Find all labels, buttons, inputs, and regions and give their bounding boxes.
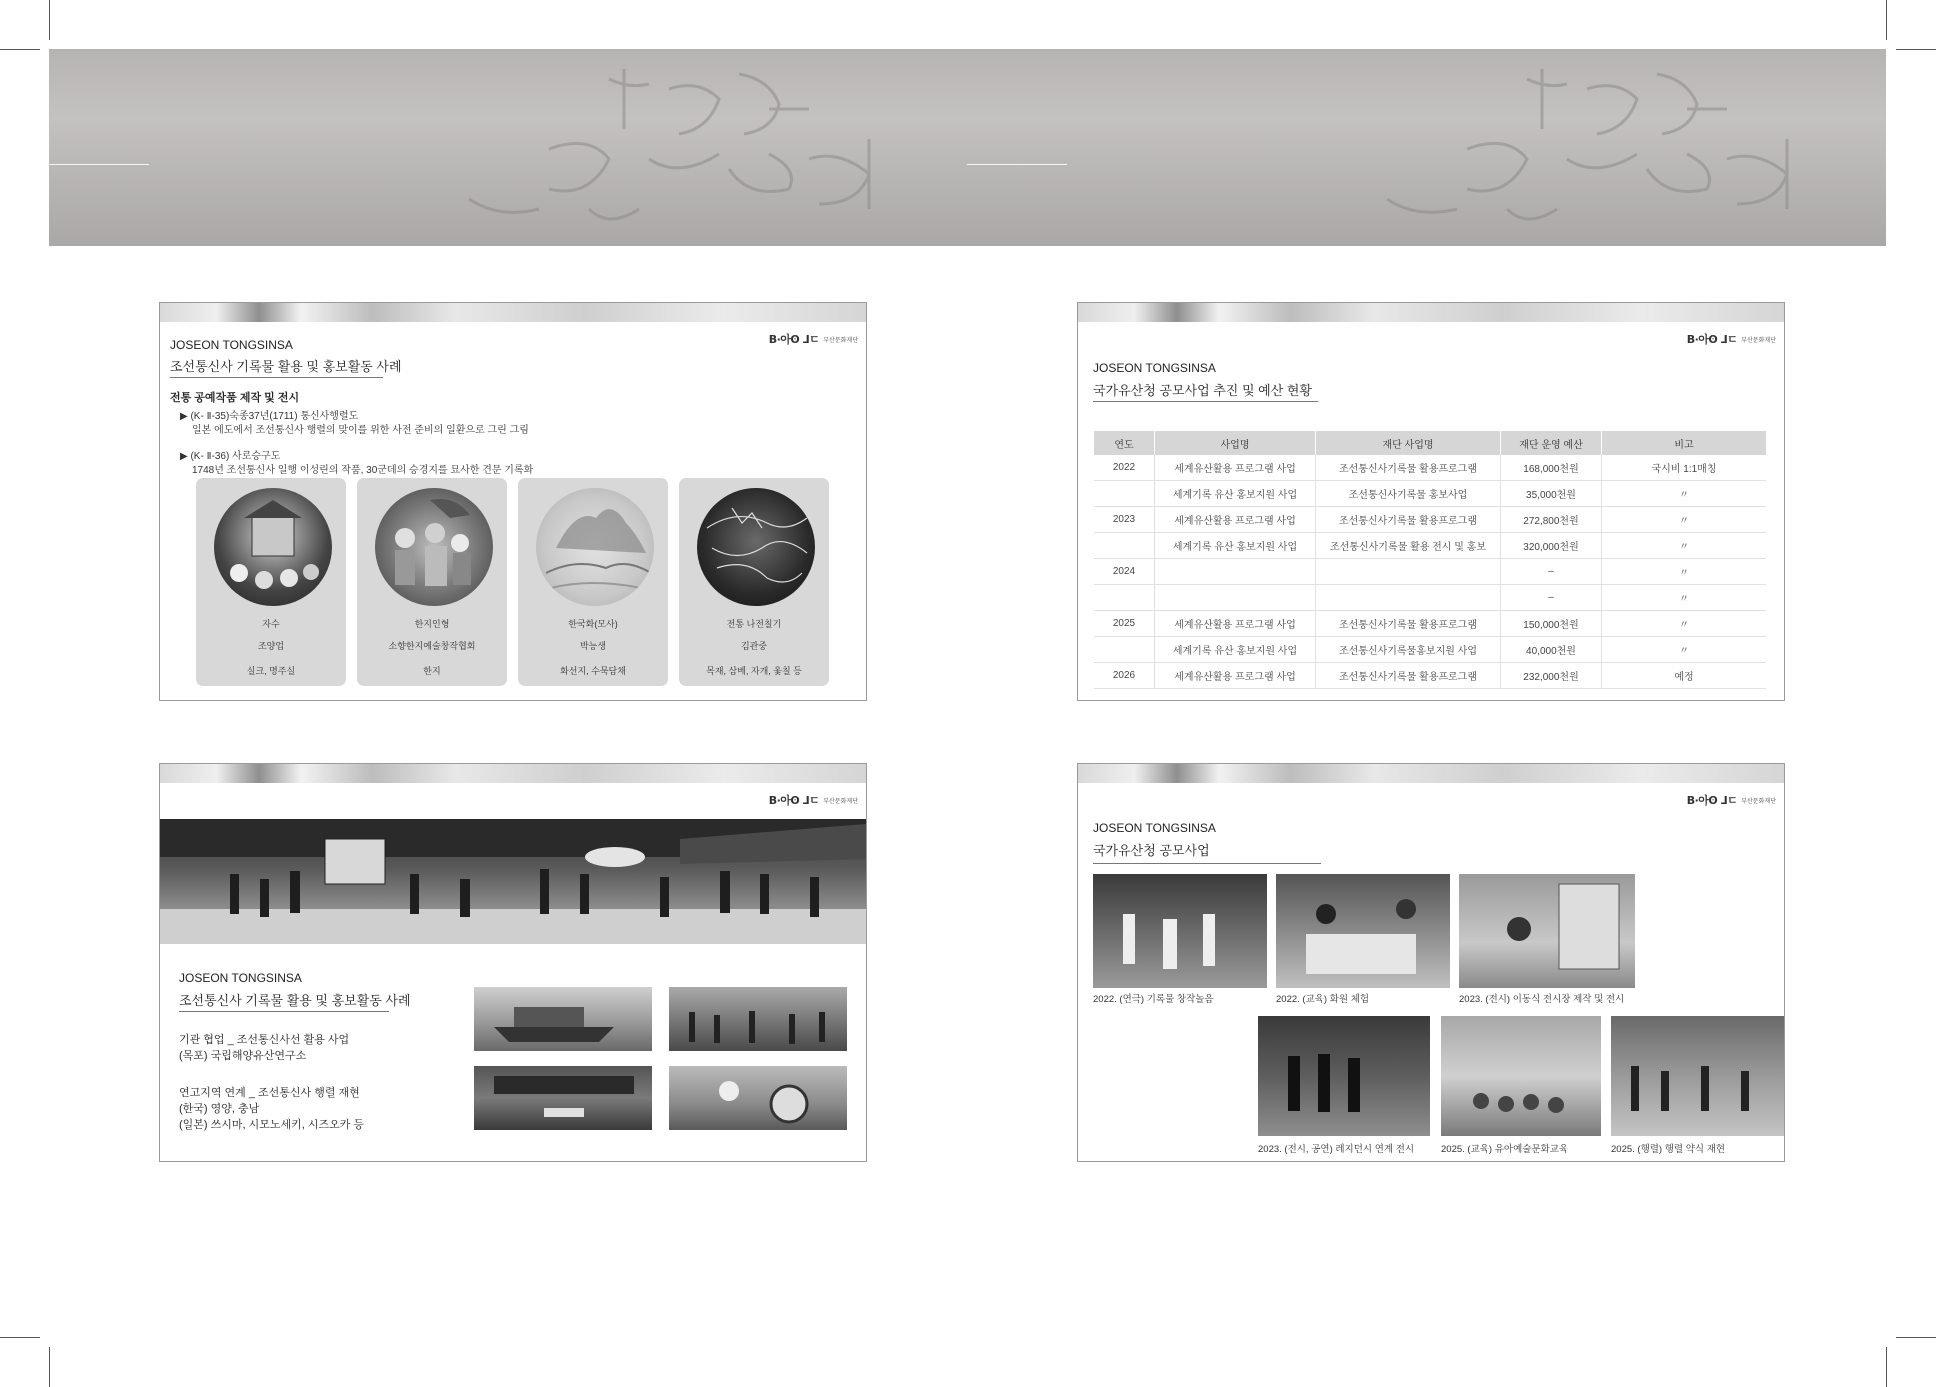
slide-top-band [1078, 303, 1784, 322]
table-cell: 2022 [1094, 455, 1155, 481]
table-cell: 320,000천원 [1501, 533, 1602, 559]
street-procession-photo [1611, 1016, 1784, 1136]
table-cell: 〃 [1602, 559, 1767, 585]
embroidery-image [214, 488, 332, 606]
craft-card [679, 478, 829, 686]
column-header: 재단 사업명 [1316, 431, 1501, 455]
mobile-exhibition-photo [1459, 874, 1635, 988]
crop-mark [0, 1337, 40, 1338]
table-cell [1155, 585, 1316, 611]
craft-card [357, 478, 507, 686]
table-cell: 예정 [1602, 663, 1767, 689]
slide-projects [1077, 763, 1785, 1162]
block-title: 연고지역 연계 _ 조선통신사 행렬 재현 [179, 1087, 360, 1099]
title-en: JOSEON TONGSINSA [1093, 821, 1216, 835]
card-material: 실크, 명주실 [246, 666, 296, 676]
column-header: 연도 [1094, 431, 1155, 455]
card-artist: 조양업 [257, 641, 285, 651]
table-row [1094, 559, 1766, 585]
theater-play-photo [1093, 874, 1267, 988]
card-material: 목재, 삼베, 자개, 옻칠 등 [706, 666, 802, 676]
column-header: 사업명 [1155, 431, 1316, 455]
slide-budget [1077, 302, 1785, 701]
table-cell: – [1501, 585, 1602, 611]
craft-card [518, 478, 668, 686]
table-cell: 2025 [1094, 611, 1155, 637]
craft-card [196, 478, 346, 686]
section-heading: 전통 공예작품 제작 및 전시 [170, 392, 300, 404]
photo-caption: 2023. (전시, 공연) 레지던시 연계 전시 [1258, 1144, 1415, 1155]
header-banner-right [967, 49, 1886, 246]
photo-caption: 2025. (행렬) 행렬 약식 재현 [1611, 1144, 1726, 1155]
festival-crowd-photo [474, 1066, 652, 1130]
table-cell: 〃 [1602, 507, 1767, 533]
logo-mark-icon: B·아ʘ ⅃ㄷ [1686, 333, 1738, 346]
logo-mark-icon: B·아ʘ ⅃ㄷ [768, 333, 820, 346]
table-cell: 150,000천원 [1501, 611, 1602, 637]
crop-mark [1896, 49, 1936, 50]
item-title: ▶ (K- Ⅱ-36) 사로승구도 [180, 451, 281, 462]
crop-mark [49, 1347, 50, 1387]
table-row [1094, 455, 1766, 481]
table-cell: 조선통신사기록물 활용 전시 및 홍보 [1316, 533, 1501, 559]
logo-text: 부산문화재단 [823, 798, 858, 805]
table-cell: 세계기록 유산 홍보지원 사업 [1155, 637, 1316, 663]
title-rule [170, 377, 383, 378]
card-title: 전통 나전칠기 [726, 619, 782, 629]
photo-caption: 2022. (연극) 기록물 창작놀음 [1093, 994, 1214, 1005]
table-cell: 〃 [1602, 611, 1767, 637]
table-cell: 조선통신사기록물 홍보사업 [1316, 481, 1501, 507]
title-ko: 조선통신사 기록물 활용 및 홍보활동 사례 [170, 359, 402, 374]
table-cell: 2023 [1094, 507, 1155, 533]
table-cell: 세계유산활용 프로그램 사업 [1155, 663, 1316, 689]
table-cell: 〃 [1602, 585, 1767, 611]
card-artist: 소향한지예술창작협회 [388, 641, 476, 651]
photo-caption: 2025. (교육) 유아예술문화교육 [1441, 1144, 1569, 1155]
table-cell: 조선통신사기록물 활용프로그램 [1316, 507, 1501, 533]
block-title: 기관 협업 _ 조선통신사선 활용 사업 [179, 1034, 350, 1046]
table-cell: 232,000천원 [1501, 663, 1602, 689]
table-cell: 〃 [1602, 533, 1767, 559]
table-row [1094, 481, 1766, 507]
crop-mark [0, 49, 40, 50]
table-cell [1316, 559, 1501, 585]
slide-top-band [160, 764, 866, 783]
table-cell [1094, 585, 1155, 611]
lacquerware-image [697, 488, 815, 606]
table-cell: 2026 [1094, 663, 1155, 689]
slide-promotion [159, 763, 867, 1162]
card-material: 한지 [423, 666, 441, 676]
item-desc: 1748년 조선통신사 일행 이성린의 작품, 30군데의 승경지를 묘사한 견문 기록화 [192, 465, 534, 476]
budget-table [1094, 431, 1766, 689]
card-title: 자수 [262, 619, 280, 629]
table-cell: 세계유산활용 프로그램 사업 [1155, 611, 1316, 637]
table-cell: 조선통신사기록물홍보지원 사업 [1316, 637, 1501, 663]
table-row [1094, 663, 1766, 689]
table-cell: 조선통신사기록물 활용프로그램 [1316, 611, 1501, 637]
crop-mark [1886, 1347, 1887, 1387]
table-cell [1094, 533, 1155, 559]
logo-mark-icon: B·아ʘ ⅃ㄷ [1686, 794, 1738, 807]
slide-top-band [1078, 764, 1784, 783]
residency-exhibition-photo [1258, 1016, 1430, 1136]
table-cell [1155, 559, 1316, 585]
table-row [1094, 585, 1766, 611]
title-rule [1093, 863, 1321, 864]
education-workshop-photo [1276, 874, 1450, 988]
foundation-logo [769, 331, 858, 347]
table-cell: 168,000천원 [1501, 455, 1602, 481]
photo-caption: 2022. (교육) 화원 체험 [1276, 994, 1370, 1005]
column-header: 비고 [1602, 431, 1767, 455]
item-title: ▶ (K- Ⅱ-35)숙종37년(1711) 통신사행렬도 [180, 411, 359, 422]
block-line: (일본) 쓰시마, 시모노세키, 시즈오카 등 [179, 1119, 365, 1131]
foundation-logo [769, 792, 858, 808]
table-cell [1094, 481, 1155, 507]
photo-caption: 2023. (전시) 이동식 전시장 제작 및 전시 [1459, 994, 1625, 1005]
banner-rule [49, 164, 149, 165]
title-ko: 국가유산청 공모사업 추진 및 예산 현황 [1093, 383, 1312, 398]
slide-top-band [160, 303, 866, 322]
drum-performance-photo [669, 1066, 847, 1130]
table-cell [1316, 585, 1501, 611]
table-cell: 〃 [1602, 637, 1767, 663]
table-row [1094, 533, 1766, 559]
table-cell: 국시비 1:1매칭 [1602, 455, 1767, 481]
title-en: JOSEON TONGSINSA [179, 971, 302, 985]
street-parade-photo [669, 987, 847, 1051]
hanji-doll-image [375, 488, 493, 606]
header-banner-left [49, 49, 967, 246]
table-cell: 세계기록 유산 홍보지원 사업 [1155, 533, 1316, 559]
calligraphy-texture [49, 49, 967, 246]
table-cell: 세계유산활용 프로그램 사업 [1155, 507, 1316, 533]
card-material: 화선지, 수묵담채 [560, 666, 626, 676]
crop-mark [49, 0, 50, 40]
table-cell: 2024 [1094, 559, 1155, 585]
banner-rule [967, 164, 1067, 165]
table-header-row [1094, 431, 1766, 455]
table-cell: 272,800천원 [1501, 507, 1602, 533]
logo-text: 부산문화재단 [1741, 337, 1776, 344]
block-line: (한국) 영양, 충남 [179, 1103, 260, 1115]
table-cell: 조선통신사기록물 활용프로그램 [1316, 455, 1501, 481]
foundation-logo [1687, 331, 1776, 347]
table-cell: 세계기록 유산 홍보지원 사업 [1155, 481, 1316, 507]
table-cell: 세계유산활용 프로그램 사업 [1155, 455, 1316, 481]
table-row [1094, 507, 1766, 533]
table-cell: 35,000천원 [1501, 481, 1602, 507]
title-rule [179, 1011, 389, 1012]
card-title: 한국화(모사) [568, 619, 618, 629]
title-en: JOSEON TONGSINSA [1093, 361, 1216, 375]
title-ko: 조선통신사 기록물 활용 및 홍보활동 사례 [179, 993, 411, 1008]
table-cell: 〃 [1602, 481, 1767, 507]
table-cell: – [1501, 559, 1602, 585]
card-artist: 박능생 [579, 641, 607, 651]
korean-painting-image [536, 488, 654, 606]
foundation-logo [1687, 792, 1776, 808]
logo-text: 부산문화재단 [823, 337, 858, 344]
table-cell [1094, 637, 1155, 663]
crop-mark [1896, 1337, 1936, 1338]
column-header: 재단 운영 예산 [1501, 431, 1602, 455]
crop-mark [1886, 0, 1887, 40]
block-line: (목포) 국립해양유산연구소 [179, 1050, 307, 1062]
title-rule [1093, 401, 1318, 402]
kids-education-photo [1441, 1016, 1601, 1136]
table-cell: 40,000천원 [1501, 637, 1602, 663]
logo-mark-icon: B·아ʘ ⅃ㄷ [768, 794, 820, 807]
calligraphy-texture [967, 49, 1886, 246]
slide-crafts [159, 302, 867, 701]
logo-text: 부산문화재단 [1741, 798, 1776, 805]
procession-photo [160, 819, 866, 944]
card-artist: 김관중 [740, 641, 768, 651]
ship-photo [474, 987, 652, 1051]
table-row [1094, 611, 1766, 637]
title-en: JOSEON TONGSINSA [170, 338, 293, 352]
card-title: 한지인형 [414, 619, 450, 629]
title-ko: 국가유산청 공모사업 [1093, 843, 1210, 858]
item-desc: 일본 에도에서 조선통신사 행렬의 맞이를 위한 사전 준비의 일환으로 그린 그림 [192, 425, 529, 436]
table-cell: 조선통신사기록물 활용프로그램 [1316, 663, 1501, 689]
table-row [1094, 637, 1766, 663]
